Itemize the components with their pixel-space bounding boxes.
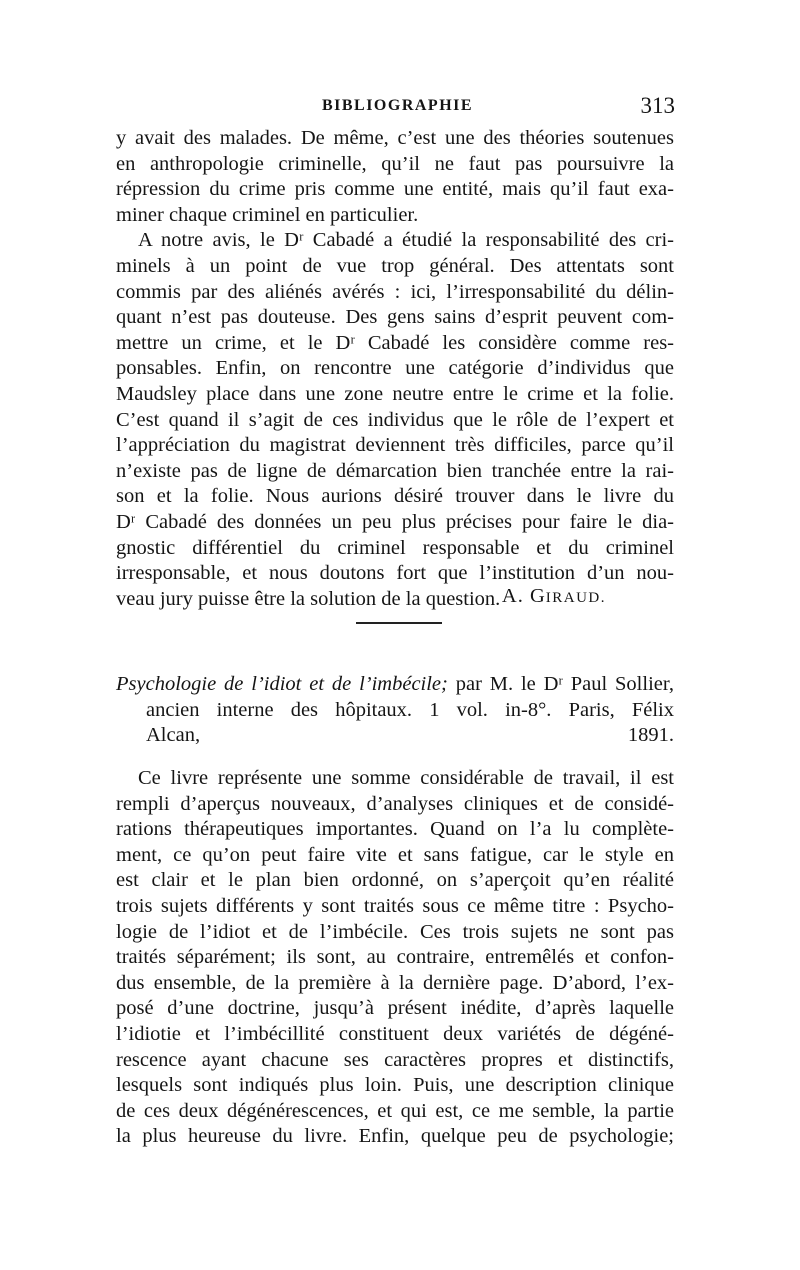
text-line: rempli d’aperçus nouveaux, d’analyses cliniques et de considé- — [116, 792, 674, 815]
text-line: quant n’est pas douteuse. Des gens sains d’esprit peuvent com- — [116, 306, 674, 329]
text-line: veau jury puisse être la solution de la question. — [116, 587, 501, 610]
text-line: dus ensemble, de la première à la dernière page. D’abord, l’ex- — [116, 971, 674, 994]
section-divider — [356, 622, 442, 624]
text-line: traités séparément; ils sont, au contraire, entremêlés et confon- — [116, 946, 674, 969]
text-line: l’appréciation du magistrat deviennent très difficiles, parce qu’il — [116, 434, 674, 457]
book-title: Psychologie de l’idiot et de l’imbécile; — [116, 673, 448, 695]
review-text-giraud — [116, 126, 674, 612]
signature-initial: A. G — [501, 585, 546, 607]
citation-details: ancien interne des hôpitaux. 1 vol. in-8°. Paris, Félix — [146, 698, 674, 721]
text-line: commis par des aliénés avérés : ici, l’irresponsabilité du délin- — [116, 280, 674, 303]
text-line: mettre un crime, et le Dʳ Cabadé les considère comme res- — [116, 331, 674, 354]
text-line: l’idiotie et l’imbécillité constituent deux variétés de dégéné- — [116, 1022, 674, 1045]
running-title: BIBLIOGRAPHIE — [321, 97, 474, 114]
book-citation — [116, 672, 674, 749]
text-line: la plus heureuse du livre. Enfin, quelque peu de psychologie; — [116, 1125, 674, 1148]
text-line: Maudsley place dans une zone neutre entre le crime et la folie. — [116, 382, 674, 405]
text-line: Ce livre représente une somme considérable de travail, il est — [138, 767, 674, 789]
page-header — [120, 95, 675, 125]
citation-publisher: Alcan, 1891. — [146, 724, 674, 747]
text-line: y avait des malades. De même, c’est une des théories soutenues — [116, 127, 674, 149]
text-line: son et la folie. Nous aurions désiré trouver dans le livre du — [116, 485, 674, 508]
text-line: trois sujets différents y sont traités sous ce même titre : Psycho- — [116, 894, 674, 917]
page-number: 313 — [640, 93, 675, 118]
citation-author: par M. le Dʳ Paul Sollier, — [447, 673, 674, 695]
text-line: A notre avis, le Dʳ Cabadé a étudié la responsabilité des cri- — [138, 229, 674, 252]
text-line: n’existe pas de ligne de démarcation bien tranchée entre la rai- — [116, 459, 674, 482]
text-line: posé d’une doctrine, jusqu’à présent inédite, d’après laquelle — [116, 997, 674, 1020]
text-line: Dʳ Cabadé des données un peu plus précises pour faire le dia- — [116, 510, 674, 533]
signature-surname: IRAUD. — [545, 590, 606, 606]
text-line: minels à un point de vue trop général. Des attentats sont — [116, 254, 674, 277]
author-signature — [116, 585, 606, 608]
text-line: de ces deux dégénérescences, et qui est, ce me semble, la partie — [116, 1099, 674, 1122]
text-line: C’est quand il s’agit de ces individus que le rôle de l’expert et — [116, 408, 674, 431]
text-line: en anthropologie criminelle, qu’il ne faut pas poursuivre la — [116, 152, 674, 175]
text-line: ponsables. Enfin, on rencontre une catégorie d’individus que — [116, 357, 674, 380]
text-line: rescence ayant chacune ses caractères propres et distinctifs, — [116, 1048, 674, 1071]
text-line: gnostic différentiel du criminel responsable et du criminel — [116, 536, 674, 559]
text-line: est clair et le plan bien ordonné, on s’aperçoit qu’en réalité — [116, 869, 674, 892]
text-line: lesquels sont indiqués plus loin. Puis, une description clinique — [116, 1074, 674, 1097]
text-line: répression du crime pris comme une entité, mais qu’il faut exa- — [116, 178, 674, 201]
text-line: miner chaque criminel en particulier. — [116, 203, 419, 226]
text-line: irresponsable, et nous doutons fort que l’institution d’un nou- — [116, 562, 674, 585]
text-line: logie de l’idiot et de l’imbécile. Ces trois sujets ne sont pas — [116, 920, 674, 943]
text-line: rations thérapeutiques importantes. Quand on l’a lu complète- — [116, 818, 674, 841]
review-text-sollier — [116, 766, 674, 1150]
text-line: ment, ce qu’on peut faire vite et sans fatigue, car le style en — [116, 843, 674, 866]
